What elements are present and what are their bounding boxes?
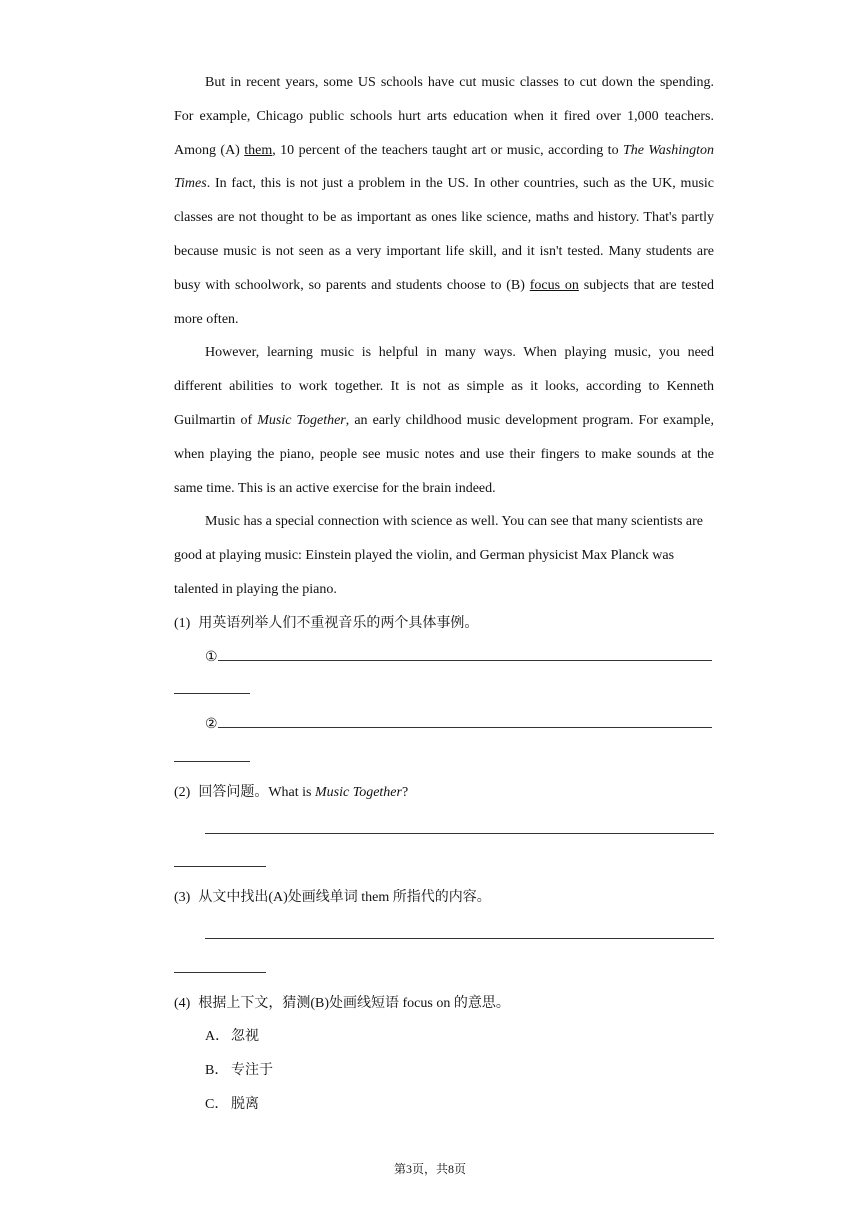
document-body <box>174 66 714 1122</box>
text: subjects that are tested more often. <box>174 277 715 327</box>
option-label: C． <box>205 1096 229 1112</box>
italic-program-name: Music Together <box>257 412 346 428</box>
question-text: 回答问题。What is <box>198 784 315 800</box>
option-text: 脱离 <box>231 1096 259 1112</box>
text: But in recent years, some US schools have cut music classes to cut down the spending. For example, Chicago public schools hurt arts education when it fired over 1,000 teachers. Among (A) <box>174 75 714 158</box>
question-3 <box>174 881 714 915</box>
italic-program-name: Music Together <box>314 784 402 800</box>
answer-line-q3[interactable] <box>174 919 714 953</box>
circled-one-marker: ① <box>205 649 218 665</box>
circled-two-marker: ② <box>205 717 218 733</box>
underlined-word-them: them <box>244 142 273 158</box>
paragraph-2 <box>174 336 714 505</box>
underlined-phrase-focus-on: focus on <box>529 277 579 293</box>
question-text: 根据上下文，猜测(B)处画线短语 focus on 的意思。 <box>198 995 510 1011</box>
text: However, learning music is helpful in many ways. When playing music, you need different abilities to work together. It is not as simple as it looks, according to Kenneth Guilmartin of <box>174 345 714 428</box>
question-text: 从文中找出(A)处画线单词 them 所指代的内容。 <box>198 890 491 906</box>
question-text: 用英语列举人们不重视音乐的两个具体事例。 <box>198 615 479 631</box>
answer-line-1[interactable] <box>174 641 714 675</box>
page-footer: 第3页，共8页 <box>393 1162 466 1176</box>
question-4 <box>174 987 714 1021</box>
text: , 10 percent of the teachers taught art or music, according to <box>272 142 623 158</box>
answer-line-2-cont[interactable] <box>174 742 714 776</box>
blank-line <box>174 866 266 867</box>
answer-line-q2-cont[interactable] <box>174 847 714 881</box>
question-number: (2) <box>174 784 191 800</box>
blank-line <box>174 693 250 694</box>
blank-line <box>205 833 714 834</box>
text: . In fact, this is not just a problem in the US. In other countries, such as the UK, music classes are not thought to be as important as ones like science, maths and history. That's partly because music is not seen as a very important life skill, and it isn't tested. Many students are busy with schoolwork, so parents and students choose to (B) <box>174 176 714 293</box>
option-a[interactable] <box>174 1020 714 1054</box>
option-text: 专注于 <box>231 1063 273 1079</box>
question-number: (3) <box>174 890 191 906</box>
option-b[interactable] <box>174 1054 714 1088</box>
paragraph-1 <box>174 66 714 336</box>
blank-line <box>218 660 712 661</box>
option-label: B． <box>205 1063 229 1079</box>
blank-line <box>218 727 712 728</box>
question-mark: ? <box>401 784 409 800</box>
answer-line-q3-cont[interactable] <box>174 953 714 987</box>
answer-line-2[interactable] <box>174 708 714 742</box>
text: , an early childhood music development program. For example, when playing the piano, people see music notes and use their fingers to make sounds at the same time. This is an active exercise for the brain indeed. <box>174 412 714 496</box>
question-number: (1) <box>174 615 191 631</box>
answer-line-q2[interactable] <box>174 814 714 848</box>
option-c[interactable] <box>174 1088 714 1122</box>
paragraph-3 <box>174 505 714 606</box>
option-label: A． <box>205 1029 230 1045</box>
text: Music has a special connection with science as well. You can see that many scientists are good at playing music: Einstein played the violin, and German physicist Max Planck was talented in playing the piano. <box>174 514 704 597</box>
answer-line-1-cont[interactable] <box>174 674 714 708</box>
option-text: 忽视 <box>231 1029 259 1045</box>
question-number: (4) <box>174 995 191 1011</box>
italic-title: The Washington Times <box>174 142 715 192</box>
blank-line <box>174 761 250 762</box>
blank-line <box>205 938 714 939</box>
question-2 <box>174 776 714 810</box>
blank-line <box>174 972 266 973</box>
question-1 <box>174 607 714 641</box>
